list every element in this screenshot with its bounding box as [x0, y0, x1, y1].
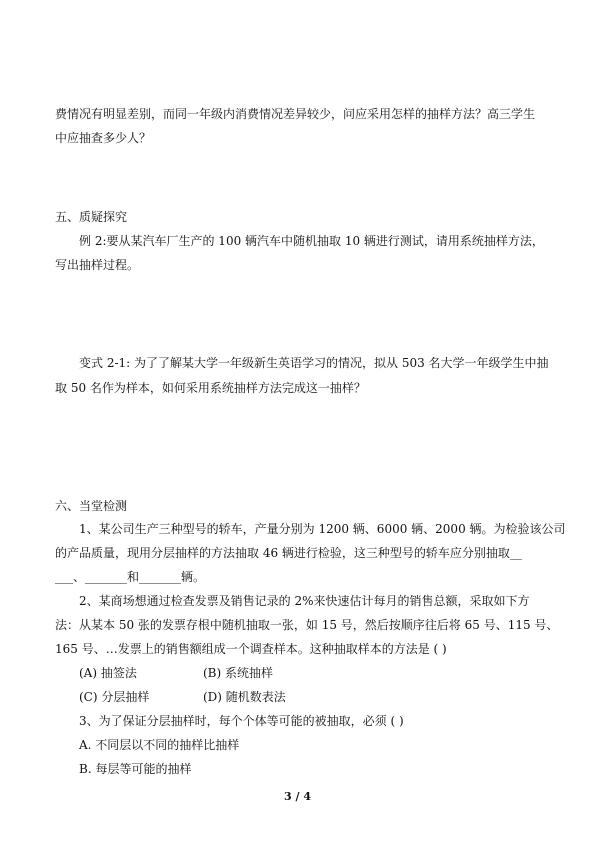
question-3-line-1: 3、为了保证分层抽样时，每个个体等可能的被抽取，必须 ( ) — [79, 714, 404, 728]
example-2-line-2: 写出抽样过程。 — [55, 258, 140, 272]
variant-2-1-line-1: 变式 2-1: 为了了解某大学一年级新生英语学习的情况，拟从 503 名大学一年级学生中抽 — [79, 356, 549, 370]
question-1-line-2: 的产品质量，现用分层抽样的方法抽取 46 辆进行检验，这三种型号的轿车应分别抽取__ — [55, 546, 522, 560]
variant-2-1-line-2: 取 50 名作为样本，如何采用系统抽样方法完成这一抽样？ — [55, 381, 366, 395]
question-2-option-d: (D) 随机数表法 — [203, 690, 286, 704]
intro-line-1: 费情况有明显差别，而同一年级内消费情况差异较少，问应采用怎样的抽样方法？高三学生 — [55, 107, 536, 121]
question-2-option-a: (A) 抽签法 — [79, 666, 137, 680]
section-5-heading: 五、质疑探究 — [55, 210, 128, 224]
page-number: 3 / 4 — [284, 790, 311, 803]
question-3-option-b: B. 每层等可能的抽样 — [79, 762, 192, 776]
question-2-line-1: 2、某商场想通过检查发票及销售记录的 2%来快速估计每月的销售总额，采取如下方 — [79, 594, 530, 608]
question-2-option-b: (B) 系统抽样 — [203, 666, 273, 680]
question-2-option-c: (C) 分层抽样 — [79, 690, 150, 704]
question-1-line-3: ___、_______和_______辆。 — [55, 570, 206, 584]
section-6-heading: 六、当堂检测 — [55, 499, 128, 513]
question-1-line-1: 1、某公司生产三种型号的轿车，产量分别为 1200 辆、6000 辆、2000 辆。为检验该公司 — [79, 522, 566, 536]
example-2-line-1: 例 2:要从某汽车厂生产的 100 辆汽车中随机抽取 10 辆进行测试，请用系统抽样方法， — [79, 234, 544, 248]
question-3-option-a: A. 不同层以不同的抽样比抽样 — [79, 738, 240, 752]
intro-line-2: 中应抽查多少人？ — [55, 131, 152, 145]
question-2-line-3: 165 号、…发票上的销售额组成一个调查样本。这种抽取样本的方法是 ( ) — [55, 642, 447, 656]
question-2-line-2: 法：从某本 50 张的发票存根中随机抽取一张，如 15 号，然后按顺序往后将 65 号、115 号、 — [55, 618, 559, 632]
